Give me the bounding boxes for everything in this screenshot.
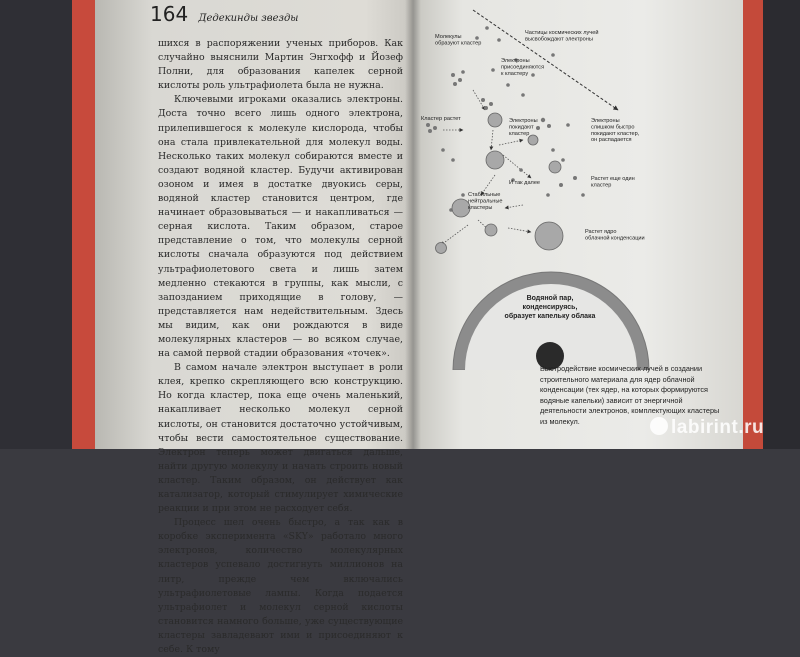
cosmic-ray-arrow xyxy=(473,10,618,110)
label-line: кластеры xyxy=(468,204,493,211)
label-another-cluster xyxy=(591,176,635,188)
background-left xyxy=(0,0,72,449)
label-line: к кластеру xyxy=(501,70,529,77)
label-line: И так далее xyxy=(509,180,541,186)
paragraph: шихся в распоряжении ученых приборов. Как случайно выяснили Мартин Энгхофф и Йозеф Полни, для образования капелек серной кислоты роль ультрафиолета была не нужна. xyxy=(158,38,403,92)
label-and-so-on xyxy=(509,180,540,186)
label-line: Кластер растет xyxy=(421,116,461,122)
label-cloud-nucleus xyxy=(585,229,645,241)
book-edge-left xyxy=(72,0,95,449)
label-line: Растет еще один xyxy=(591,176,635,182)
label-line: облачной конденсации xyxy=(585,235,645,242)
label-line: конденсируясь, xyxy=(522,304,578,311)
background-right xyxy=(763,0,800,449)
cluster-diagram xyxy=(413,0,743,370)
label-line: покидают кластер, xyxy=(591,130,640,137)
label-line: образует капельку облака xyxy=(504,313,596,320)
label-line: Стабильные xyxy=(468,192,501,198)
label-line: слишком быстро xyxy=(591,124,635,131)
book-edge-right xyxy=(743,0,763,449)
label-line: Водяной пар, xyxy=(526,295,574,302)
label-line: Растет ядро xyxy=(585,229,617,235)
page-header xyxy=(150,2,298,26)
label-line: покидают xyxy=(509,124,534,131)
label-line: высвобождают электроны xyxy=(525,36,593,43)
paragraph: В самом начале электрон выступает в роли клея, крепко скрепляющего всю конструкцию. Но когда кластер, пока еще очень маленький, накапливает несколько молекул серной кислоты, он становится достаточно устойчивым, чтобы вести самостоятельное существование. Электрон теперь может двигаться дальше, найти другую молекулу и начать строить новый кластер. Таким образом, он действует как катализатор, который стимулирует химические реакции и при этом не расходует себя. xyxy=(158,362,403,515)
label-line: образуют кластер xyxy=(435,40,482,47)
label-molecules xyxy=(435,34,481,46)
figure-caption: Быстродействие космических лучей в создании строительного материала для ядер облачной конденсации (тех ядер, на которых формируются водяные капельки) зависит от энергичной деятельности электронов, комплектующих кластеры из молекул. xyxy=(540,364,720,426)
label-stable-clusters xyxy=(468,192,503,211)
watermark-text: labirint.ru xyxy=(671,417,765,438)
label-line: Электроны xyxy=(501,58,530,64)
label-line: присоединяются xyxy=(501,64,545,71)
page-number: 164 xyxy=(150,2,189,26)
body-text xyxy=(158,37,403,657)
label-line: нейтральные xyxy=(468,198,503,205)
label-line: кластер xyxy=(509,130,530,137)
label-line: Электроны xyxy=(509,118,538,124)
label-line: Частицы космических лучей xyxy=(525,30,599,36)
label-line: Электроны xyxy=(591,118,620,124)
label-cluster-grows xyxy=(421,116,461,122)
process-arrows xyxy=(441,90,531,245)
label-too-fast xyxy=(591,118,640,143)
paragraph: Процесс шел очень быстро, а так как в коробке эксперимента «SKY» работало много электронов, количество молекулярных кластеров успевало достигнуть миллионов на литр, прежде чем включались ультрафиолетовые лампы. Когда подается ультрафиолет и молекул серной кислоты становится намного больше, уже существующие кластеры завладевают ими и присоединяют к себе. К тому xyxy=(158,517,403,656)
label-cosmic-rays xyxy=(525,29,598,42)
labirint-logo-icon xyxy=(650,417,668,435)
label-electrons-join xyxy=(501,58,544,77)
running-title: Дедекинды звезды xyxy=(198,13,299,24)
label-line: кластер xyxy=(591,182,612,189)
paragraph: Ключевыми игроками оказались электроны. Доста точно всего лишь одного электрона, прилепившегося к молекуле кислорода, чтобы она стала привлекательной для молекул воды. Несколько таких молекул собираются вместе и создают водяной кластер. Будучи активирован озоном и имея в достатке двуокись серы, водяной кластер становится центром, где начинает образовываться — и накапливаться — серная кислота. Таким образом, старое представление о том, что молекулы серной кислоты сначала образуются под действием ультрафиолетового света и лишь затем медленно стекаются в группы, как мысли, с запозданием приходящие в голову, — представляется нам недействительным. Здесь мы видим, как они рождаются в виде молекулярных кластеров — во всяком случае, на самой первой стадии образования «точек». xyxy=(158,94,403,360)
label-line: он распадается xyxy=(591,137,632,144)
watermark xyxy=(650,417,764,439)
label-electrons-leave xyxy=(509,118,538,137)
clusters xyxy=(436,113,564,254)
label-line: Молекулы xyxy=(435,34,462,40)
